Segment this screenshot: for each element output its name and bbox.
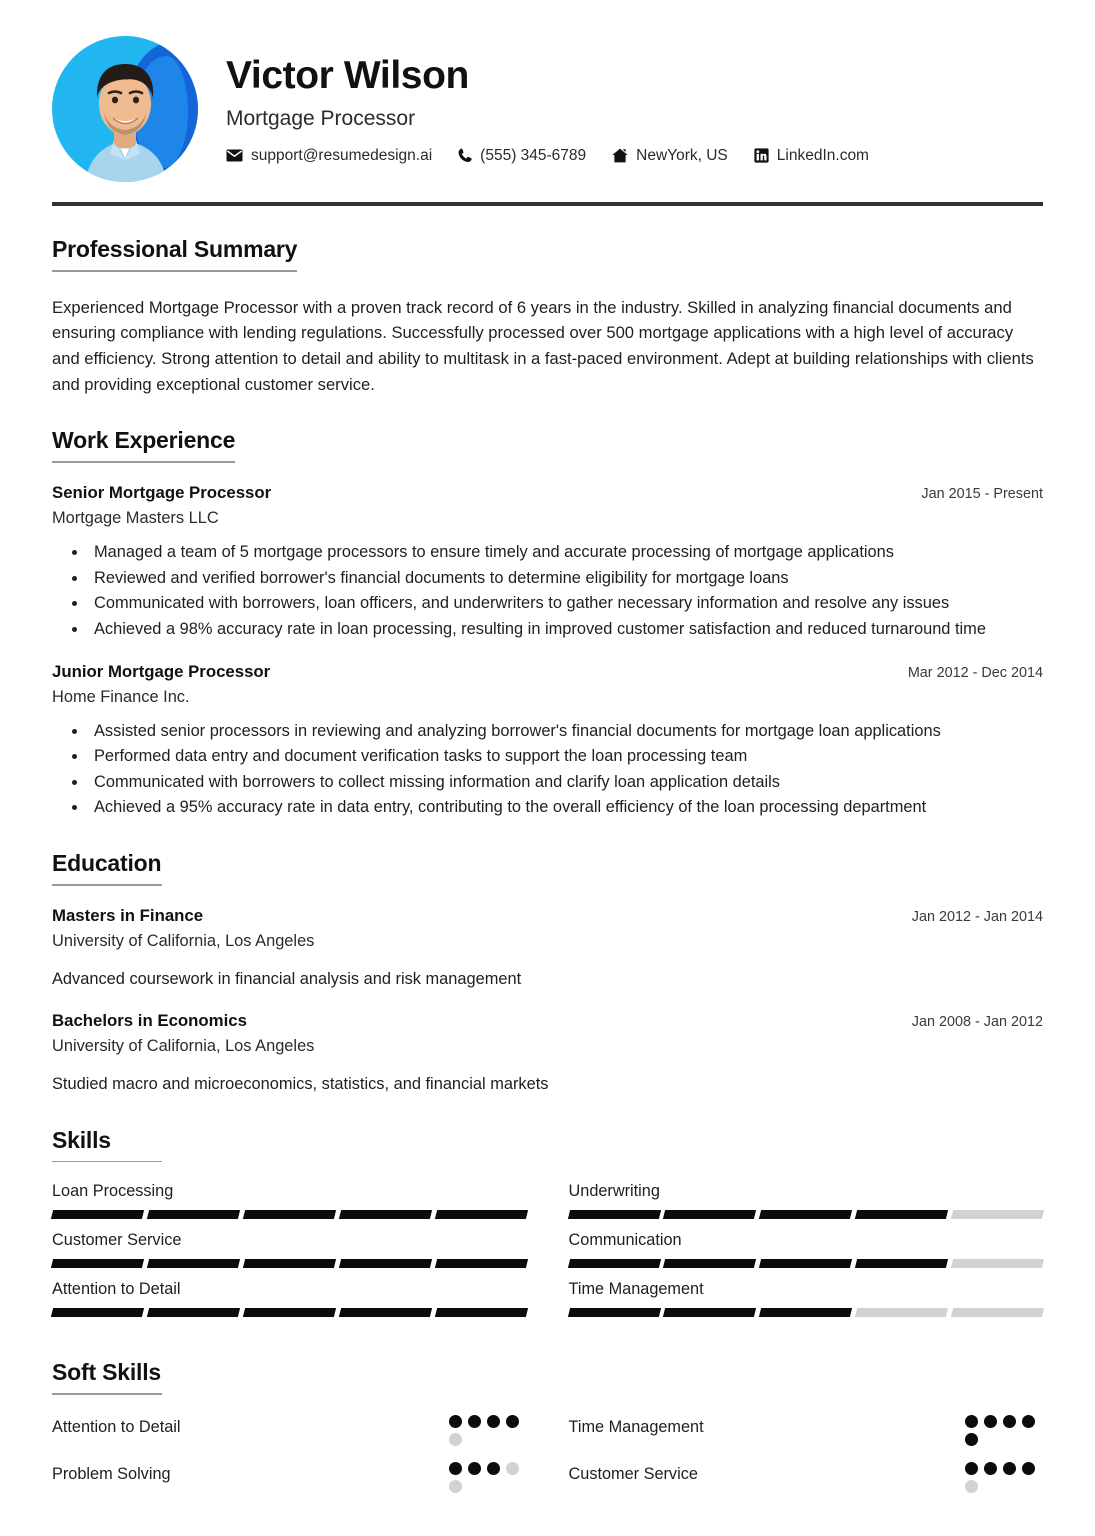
contact-email[interactable] [226,147,432,165]
education-date-range: Jan 2012 - Jan 2014 [911,908,1043,925]
work-company: Mortgage Masters LLC [52,509,219,528]
skill-bar-segment [51,1308,144,1317]
avatar-portrait-icon [52,36,198,182]
skill-bar-segment [339,1259,432,1268]
list-item: • Achieved a 95% accuracy rate in data entry, contributing to the overall efficiency of the loan processing department [88,795,1043,820]
section-underline [52,461,235,463]
list-item: • Performed data entry and document verification tasks to support the loan processing team [88,744,1043,769]
skill-bar-segment [147,1210,240,1219]
phone-icon [458,148,472,163]
skill-bar-segment [243,1210,336,1219]
work-date-range: Jan 2015 - Present [921,486,1043,503]
skill-bar-segment [855,1210,948,1219]
skill-bar-segment [951,1308,1044,1317]
job-title: Mortgage Processor [226,106,416,130]
skill-bar-segment [339,1210,432,1219]
skill-bar-segment [855,1259,948,1268]
skill-bar-segment [435,1210,528,1219]
work-entry-header [52,662,1043,682]
list-item: • Assisted senior processors in reviewing and analyzing borrower's financial documents for mortgage loan applications [88,719,1043,744]
skill-label: Attention to Detail [52,1280,181,1299]
skill-level-bar [52,1210,527,1219]
skill-label: Time Management [568,1280,704,1299]
soft-skill-rating-dots [965,1462,1043,1493]
skill-bar-segment [663,1210,756,1219]
skill-item [569,1280,1044,1317]
rating-dot [984,1415,997,1428]
envelope-icon [226,149,243,162]
contact-phone[interactable] [458,147,586,165]
contact-location-text: NewYork, US [636,146,728,164]
soft-skill-item [569,1415,1044,1446]
section-underline [52,270,297,272]
skill-bar-segment [435,1308,528,1317]
section-soft-skills [52,1359,1043,1509]
section-title-text: Soft Skills [52,1359,161,1386]
header-divider [52,202,1043,206]
avatar [52,36,198,182]
section-title-text: Education [52,849,162,876]
work-entry [52,483,1043,641]
education-description: Studied macro and microeconomics, statistics, and financial markets [52,1075,549,1094]
contact-phone-text: (555) 345-6789 [480,146,587,164]
work-bullet-list [52,719,1043,820]
list-item: • Achieved a 98% accuracy rate in loan processing, resulting in improved customer satisfaction and reduced turnaround time [88,617,1043,642]
skill-label: Loan Processing [52,1182,174,1201]
skill-label: Customer Service [52,1231,182,1250]
header-text-block [226,53,1043,165]
education-entry [52,906,1043,992]
work-date-range: Mar 2012 - Dec 2014 [907,664,1043,681]
list-item: • Communicated with borrowers to collect missing information and clarify loan application details [88,770,1043,795]
skill-bar-segment [51,1210,144,1219]
work-position: Senior Mortgage Processor [52,483,272,503]
skill-bar-segment [759,1210,852,1219]
rating-dot [506,1415,519,1428]
rating-dot [468,1462,481,1475]
work-entry-header [52,483,1043,503]
rating-dot [487,1462,500,1475]
skill-label: Communication [568,1231,682,1250]
section-title-text: Work Experience [52,427,236,454]
section-professional-summary [52,236,1043,397]
list-item: • Managed a team of 5 mortgage processors to ensure timely and accurate processing of mortgage applications [88,540,1043,565]
skill-bar-segment [147,1259,240,1268]
section-title-text: Skills [52,1126,111,1153]
skills-grid [52,1182,1043,1329]
skill-bar-segment [435,1259,528,1268]
rating-dot [449,1462,462,1475]
work-entry [52,662,1043,820]
rating-dot [1003,1415,1016,1428]
rating-dot [965,1462,978,1475]
list-item: • Reviewed and verified borrower's financial documents to determine eligibility for mortgage loans [88,566,1043,591]
skill-bar-segment [951,1259,1044,1268]
skill-bar-segment [759,1308,852,1317]
rating-dot [449,1433,462,1446]
skill-item [52,1280,527,1317]
work-position: Junior Mortgage Processor [52,661,271,681]
soft-skill-rating-dots [449,1462,527,1493]
linkedin-icon [754,148,769,163]
skill-bar-segment [663,1308,756,1317]
soft-skill-rating-dots [965,1415,1043,1446]
contact-linkedin-text: LinkedIn.com [776,146,869,164]
section-skills [52,1127,1043,1330]
education-description: Advanced coursework in financial analysis and risk management [52,969,522,988]
rating-dot [487,1415,500,1428]
skill-bar-segment [855,1308,948,1317]
skill-bar-segment [759,1259,852,1268]
skill-item [569,1182,1044,1219]
skill-bar-segment [243,1308,336,1317]
home-icon [612,148,628,163]
work-company: Home Finance Inc. [52,687,190,706]
soft-skill-label: Customer Service [568,1464,698,1483]
soft-skill-rating-dots [449,1415,527,1446]
education-degree: Masters in Finance [52,905,204,925]
skill-level-bar [569,1259,1044,1268]
section-title-text: Professional Summary [52,236,298,262]
skill-item [52,1182,527,1219]
education-entry-header [52,906,1043,926]
skill-bar-segment [51,1259,144,1268]
rating-dot [965,1480,978,1493]
skill-level-bar [569,1308,1044,1317]
resume-header [52,0,1043,196]
skill-level-bar [52,1259,527,1268]
contact-linkedin[interactable] [754,147,869,165]
skill-bar-segment [951,1210,1044,1219]
skill-item [52,1231,527,1268]
education-school: University of California, Los Angeles [52,1037,315,1056]
section-heading-work [52,427,235,463]
section-education [52,850,1043,1097]
education-degree: Bachelors in Economics [52,1011,247,1031]
section-heading-skills [52,1127,162,1163]
page-title: Victor Wilson [226,54,469,98]
skill-bar-segment [147,1308,240,1317]
education-entry [52,1011,1043,1097]
section-underline [52,884,162,886]
section-heading-soft-skills [52,1359,162,1395]
rating-dot [984,1462,997,1475]
section-heading-education [52,850,162,886]
education-school: University of California, Los Angeles [52,931,315,950]
section-underline [52,1393,162,1395]
skill-label: Underwriting [568,1182,660,1201]
soft-skill-label: Attention to Detail [52,1417,181,1436]
skill-item [569,1231,1044,1268]
rating-dot [965,1433,978,1446]
rating-dot [965,1415,978,1428]
section-underline [52,1161,162,1163]
section-work-experience [52,427,1043,819]
rating-dot [506,1462,519,1475]
skill-level-bar [52,1308,527,1317]
rating-dot [468,1415,481,1428]
summary-paragraph: Experienced Mortgage Processor with a proven track record of 6 years in the industry. Skilled in analyzing financial documents and ensuring compliance with lending regulations. Successfully processed over 500 mortgage applications with a high level of accuracy and efficiency. Strong attention to detail and ability to multitask in a fast-paced environment. Adept at building relationships with clients and providing exceptional customer service. [52,297,1034,394]
rating-dot [1022,1462,1035,1475]
skill-bar-segment [663,1259,756,1268]
skill-bar-segment [567,1210,660,1219]
section-heading-summary [52,236,297,272]
rating-dot [1022,1415,1035,1428]
skill-level-bar [569,1210,1044,1219]
soft-skill-item [569,1462,1044,1493]
education-entry-header [52,1011,1043,1031]
rating-dot [1003,1462,1016,1475]
work-bullet-list [52,540,1043,641]
contact-email-text: support@resumedesign.ai [251,146,433,164]
soft-skill-item [52,1415,527,1446]
education-date-range: Jan 2008 - Jan 2012 [911,1014,1043,1031]
skill-bar-segment [339,1308,432,1317]
soft-skill-label: Problem Solving [52,1464,171,1483]
soft-skills-grid [52,1415,1043,1509]
contact-location[interactable] [612,147,728,165]
rating-dot [449,1480,462,1493]
contact-list [226,147,1043,165]
rating-dot [449,1415,462,1428]
soft-skill-item [52,1462,527,1493]
skill-bar-segment [243,1259,336,1268]
skill-bar-segment [567,1308,660,1317]
soft-skill-label: Time Management [568,1417,704,1436]
skill-bar-segment [567,1259,660,1268]
list-item: • Communicated with borrowers, loan officers, and underwriters to gather necessary information and resolve any issues [88,591,1043,616]
